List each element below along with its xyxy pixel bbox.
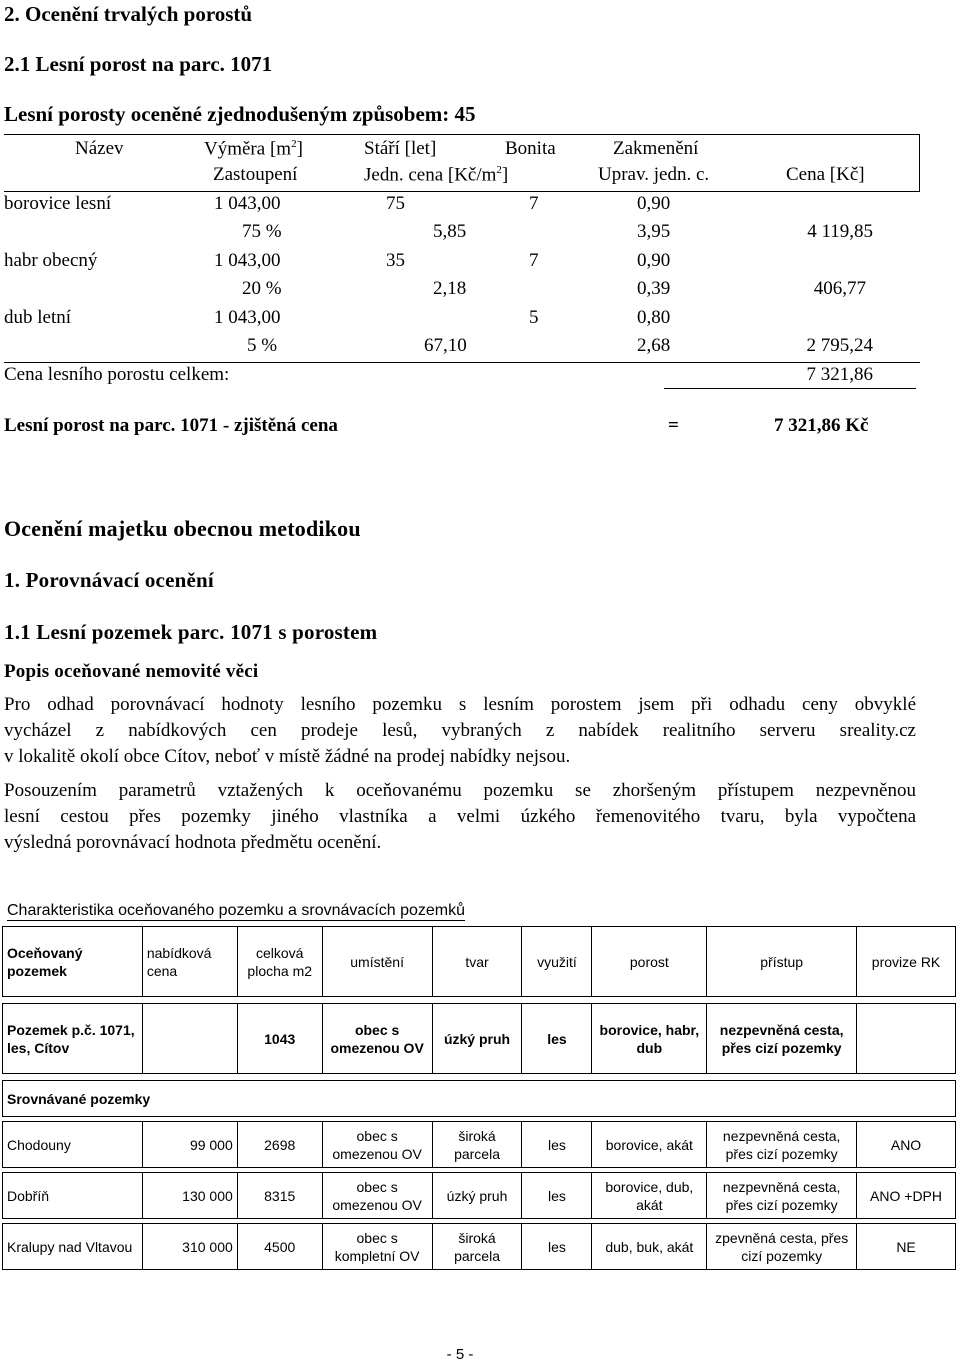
comparative-heading: 1. Porovnávací ocenění	[4, 568, 214, 592]
stand-unit-price: 5,85	[433, 221, 467, 242]
subject-cell: nezpevněná cesta, přes cizí pozemky	[707, 1004, 857, 1074]
col-area-header: Výměra $[m^2]$	[204, 138, 303, 160]
compared-cell: Kralupy nad Vltavou	[3, 1224, 143, 1270]
stand-share: 20 %	[242, 278, 282, 299]
compared-cell: borovice, akát	[592, 1122, 707, 1168]
compared-row	[3, 1173, 956, 1219]
header-cell: celková plocha m2	[237, 927, 322, 997]
section-heading: 2. Ocenění trvalých porostů	[4, 2, 253, 26]
header-cell: Oceňovaný pozemek	[3, 927, 143, 997]
stand-area: 1 043,00	[214, 250, 281, 271]
stand-share: 75 %	[242, 221, 282, 242]
paragraph-line: lesní cestou přes pozemky jiného vlastníka a velmi úzkého řemenovitého tvaru, byla vypočtena	[4, 806, 916, 827]
paragraph-line: Pro odhad porovnávací hodnoty lesního pozemku s lesním porostem jsem při odhadu ceny obvyklé	[4, 694, 916, 715]
subject-cell: les	[522, 1004, 592, 1074]
stand-name: borovice lesní	[4, 193, 112, 214]
col-name-header: Název	[75, 138, 124, 159]
stand-age: 35	[386, 250, 405, 271]
compared-cell: les	[522, 1224, 592, 1270]
found-price-label: Lesní porost na parc. 1071 - zjištěná cena	[4, 415, 338, 436]
stand-name: dub letní	[4, 307, 72, 328]
col-age-header: Stáří [let]	[364, 138, 437, 159]
subject-cell: borovice, habr, dub	[592, 1004, 707, 1074]
compared-cell: ANO	[857, 1122, 956, 1168]
compared-cell: úzký pruh	[432, 1173, 522, 1219]
col-bonita-header: Bonita	[505, 138, 556, 159]
compared-cell: zpevněná cesta, přes cizí pozemky	[707, 1224, 857, 1270]
header-cell: umístění	[322, 927, 432, 997]
compared-label: Srovnávané pozemky	[3, 1081, 956, 1117]
compared-cell: široká parcela	[432, 1122, 522, 1168]
col-share-header: Zastoupení	[213, 164, 298, 185]
compared-label-row	[3, 1081, 956, 1117]
subject-cell	[142, 1004, 237, 1074]
compared-cell: Chodouny	[3, 1122, 143, 1168]
paragraph-line: Posouzením parametrů vztažených k oceňovanému pozemku se zhoršeným přístupem nezpevněnou	[4, 780, 916, 801]
subject-cell: Pozemek p.č. 1071, les, Cítov	[3, 1004, 143, 1074]
total-label: Cena lesního porostu celkem:	[4, 364, 230, 385]
subsection-heading: 2.1 Lesní porost na parc. 1071	[4, 52, 273, 76]
compared-cell: 4500	[237, 1224, 322, 1270]
stand-price: 406,77	[813, 278, 866, 299]
comparison-table	[2, 926, 956, 1270]
compared-row	[3, 1224, 956, 1270]
stand-bonita: 7	[529, 250, 539, 271]
stand-area: 1 043,00	[214, 193, 281, 214]
compared-cell: 8315	[237, 1173, 322, 1219]
col-unit-price-header: Jedn. cena $[Kč/m^2]$	[364, 164, 509, 186]
stand-zakmeneni: 0,80	[637, 307, 671, 328]
compared-cell: nezpevněná cesta, přes cizí pozemky	[707, 1173, 857, 1219]
compared-row	[3, 1122, 956, 1168]
header-row	[3, 927, 956, 997]
paragraph-method	[4, 692, 916, 770]
compared-cell: obec s omezenou OV	[322, 1173, 432, 1219]
header-cell: využití	[522, 927, 592, 997]
compared-cell: obec s omezenou OV	[322, 1122, 432, 1168]
stand-share: 5 %	[247, 335, 278, 356]
found-price-equals: =	[668, 415, 679, 436]
compared-cell: borovice, dub, akát	[592, 1173, 707, 1219]
stand-zakmeneni: 0,90	[637, 250, 671, 271]
stand-price: 2 795,24	[806, 335, 873, 356]
header-cell: provize RK	[857, 927, 956, 997]
found-price-value: 7 321,86 Kč	[774, 415, 869, 436]
stand-zakmeneni: 0,90	[637, 193, 671, 214]
stand-bonita: 7	[529, 193, 539, 214]
stand-unit-price: 67,10	[424, 335, 467, 356]
general-method-heading: Ocenění majetku obecnou metodikou	[4, 516, 361, 541]
compared-cell: nezpevněná cesta, přes cizí pozemky	[707, 1122, 857, 1168]
stand-unit-price: 2,18	[433, 278, 467, 299]
compared-cell: 2698	[237, 1122, 322, 1168]
col-zakmeneni-header: Zakmenění	[613, 138, 699, 159]
total-value: 7 321,86	[806, 364, 873, 385]
header-cell: přístup	[707, 927, 857, 997]
subject-cell	[857, 1004, 956, 1074]
plot-heading: 1.1 Lesní pozemek parc. 1071 s porostem	[4, 620, 378, 644]
compared-cell: 310 000	[142, 1224, 237, 1270]
compared-cell: ANO +DPH	[857, 1173, 956, 1219]
header-cell: tvar	[432, 927, 522, 997]
stand-bonita: 5	[529, 307, 539, 328]
stand-adjusted: 2,68	[637, 335, 671, 356]
stand-area: 1 043,00	[214, 307, 281, 328]
paragraph-line: výsledná porovnávací hodnota předmětu ocenění.	[4, 832, 382, 853]
comparison-title: Charakteristika oceňovaného pozemku a srovnávacích pozemků	[7, 902, 466, 919]
subject-cell: obec s omezenou OV	[322, 1004, 432, 1074]
simplified-label: Lesní porosty oceněné zjednodušeným způsobem: 45	[4, 102, 476, 126]
compared-cell: 130 000	[142, 1173, 237, 1219]
compared-cell: les	[522, 1173, 592, 1219]
header-cell: nabídková cena	[142, 927, 237, 997]
col-price-header: Cena [Kč]	[786, 164, 865, 185]
col-adjusted-header: Uprav. jedn. c.	[598, 164, 710, 185]
stand-adjusted: 0,39	[637, 278, 671, 299]
compared-cell: 99 000	[142, 1122, 237, 1168]
header-cell: porost	[592, 927, 707, 997]
compared-cell: NE	[857, 1224, 956, 1270]
subject-row	[3, 1004, 956, 1074]
subject-cell: úzký pruh	[432, 1004, 522, 1074]
stand-age: 75	[386, 193, 405, 214]
compared-cell: obec s kompletní OV	[322, 1224, 432, 1270]
stand-price: 4 119,85	[807, 221, 873, 242]
compared-cell: Dobříň	[3, 1173, 143, 1219]
subject-cell: 1043	[237, 1004, 322, 1074]
page-number: - 5 -	[446, 1346, 474, 1363]
paragraph-assessment	[4, 778, 916, 856]
description-heading: Popis oceňované nemovité věci	[4, 661, 259, 682]
paragraph-line: v lokalitě okolí obce Cítov, neboť v místě žádné na prodej nabídky nejsou.	[4, 746, 571, 767]
stand-name: habr obecný	[4, 250, 98, 271]
paragraph-line: vycházel z nabídkových cen prodeje lesů, vybraných z nabídek realitního serveru sreality.cz	[4, 720, 916, 741]
compared-cell: dub, buk, akát	[592, 1224, 707, 1270]
stand-adjusted: 3,95	[637, 221, 671, 242]
compared-cell: široká parcela	[432, 1224, 522, 1270]
compared-cell: les	[522, 1122, 592, 1168]
